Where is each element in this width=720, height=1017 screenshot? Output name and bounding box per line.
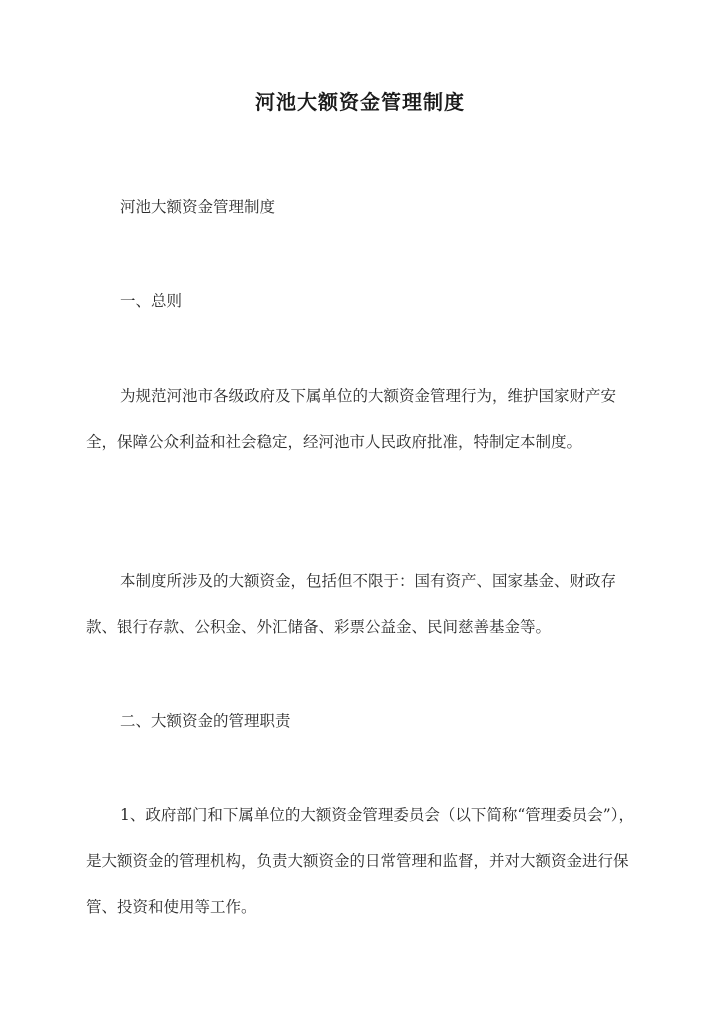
document-title: 河池大额资金管理制度 xyxy=(255,90,465,114)
section-heading-responsibilities: 二、大额资金的管理职责 xyxy=(120,712,291,730)
paragraph-committee: 1、政府部门和下属单位的大额资金管理委员会（以下简称“管理委员会”），是大额资金的管理机构，负责大额资金的日常管理和监督，并对大额资金进行保管、投资和使用等工作。 xyxy=(86,806,634,916)
paragraph-purpose: 为规范河池市各级政府及下属单位的大额资金管理行为，维护国家财产安全，保障公众利益和社会稳定，经河池市人民政府批准，特制定本制度。 xyxy=(86,387,617,451)
section-heading-general: 一、总则 xyxy=(120,292,183,310)
paragraph-scope: 本制度所涉及的大额资金，包括但不限于：国有资产、国家基金、财政存款、银行存款、公积金、外汇储备、彩票公益金、民间慈善基金等。 xyxy=(86,572,617,636)
paragraph-subtitle: 河池大额资金管理制度 xyxy=(120,198,276,216)
